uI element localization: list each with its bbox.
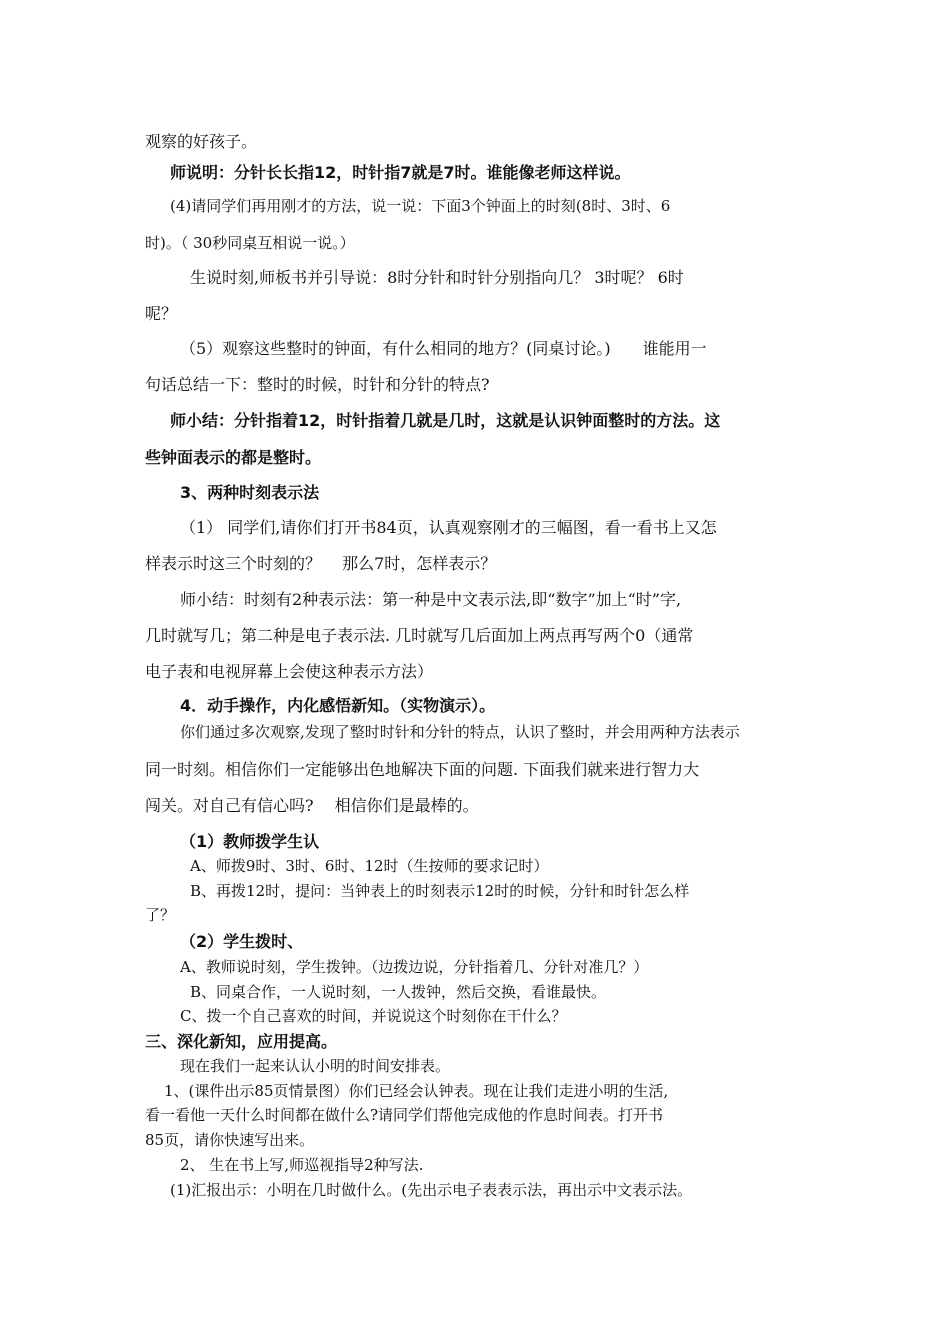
text-line: A、师拨9时、3时、6时、12时（生按师的要求记时）: [190, 857, 549, 875]
text-line: 呢？: [145, 304, 178, 323]
text-line: B、同桌合作，一人说时刻，一人拨钟，然后交换，看谁最快。: [190, 983, 607, 1001]
text-line: 观察的好孩子。: [145, 132, 258, 151]
text-line: (1)汇报出示：小明在几时做什么。(先出示电子表表示法，再出示中文表示法。: [170, 1181, 693, 1199]
text-line: 现在我们一起来认认小明的时间安排表。: [180, 1057, 451, 1075]
teacher-explanation: 师说明：分针长长指12，时针指7就是7时。谁能像老师这样说。: [170, 163, 631, 182]
text-line: 生说时刻,师板书并引导说：8时分针和时针分别指向几？ 3时呢？ 6时: [190, 268, 684, 287]
text-line: 师小结：时刻有2种表示法：第一种是中文表示法,即“数字”加上“时”字,: [180, 590, 682, 609]
text-line: （1） 同学们,请你们打开书84页，认真观察刚才的三幅图，看一看书上又怎: [180, 518, 717, 537]
text-line: 85页，请你快速写出来。: [145, 1131, 315, 1149]
teacher-summary: 师小结：分针指着12，时针指着几就是几时，这就是认识钟面整时的方法。这: [170, 411, 721, 430]
text-line: 1、(课件出示85页情景图）你们已经会认钟表。现在让我们走进小明的生活,: [164, 1082, 669, 1100]
text-line: B、再拨12时，提问：当钟表上的时刻表示12时的时候，分针和时针怎么样: [190, 882, 690, 900]
text-line: 样表示时这三个时刻的？ 那么7时，怎样表示？: [145, 554, 497, 573]
text-line: 几时就写几；第二种是电子表示法. 几时就写几后面加上两点再写两个0（通常: [145, 626, 694, 645]
text-line: 句话总结一下：整时的时候，时针和分针的特点?: [145, 375, 490, 394]
text-line: 看一看他一天什么时间都在做什么?请同学们帮他完成他的作息时间表。打开书: [145, 1106, 664, 1124]
sub-heading: （1）教师拨学生认: [180, 832, 320, 851]
text-line: (4)请同学们再用刚才的方法，说一说：下面3个钟面上的时刻(8时、3时、6: [170, 197, 671, 215]
text-line: 同一时刻。相信你们一定能够出色地解决下面的问题. 下面我们就来进行智力大: [145, 760, 700, 779]
section-heading: 4．动手操作，内化感悟新知。（实物演示）。: [180, 696, 496, 715]
sub-heading: （2）学生拨时、: [180, 932, 304, 951]
section-heading: 3、两种时刻表示法: [180, 483, 320, 502]
text-line: 你们通过多次观察,发现了整时时针和分针的特点，认识了整时，并会用两种方法表示: [180, 723, 740, 741]
text-line: 闯关。对自己有信心吗? 相信你们是最棒的。: [145, 796, 479, 815]
text-line: 电子表和电视屏幕上会使这种表示方法）: [145, 662, 434, 681]
text-line: 时)。（ 30秒同桌互相说一说。）: [145, 234, 355, 252]
text-line: 了？: [145, 906, 176, 924]
text-line: 2、 生在书上写,师巡视指导2种写法.: [180, 1156, 424, 1174]
section-heading: 三、深化新知，应用提高。: [145, 1032, 338, 1051]
text-line: A、教师说时刻，学生拨钟。（边拨边说，分针指着几、分针对准几？）: [180, 958, 649, 976]
text-line: C、拨一个自己喜欢的时间，并说说这个时刻你在干什么？: [180, 1007, 567, 1025]
text-line: （5）观察这些整时的钟面，有什么相同的地方？(同桌讨论。) 谁能用一: [180, 339, 707, 358]
teacher-summary-continued: 些钟面表示的都是整时。: [145, 448, 322, 467]
